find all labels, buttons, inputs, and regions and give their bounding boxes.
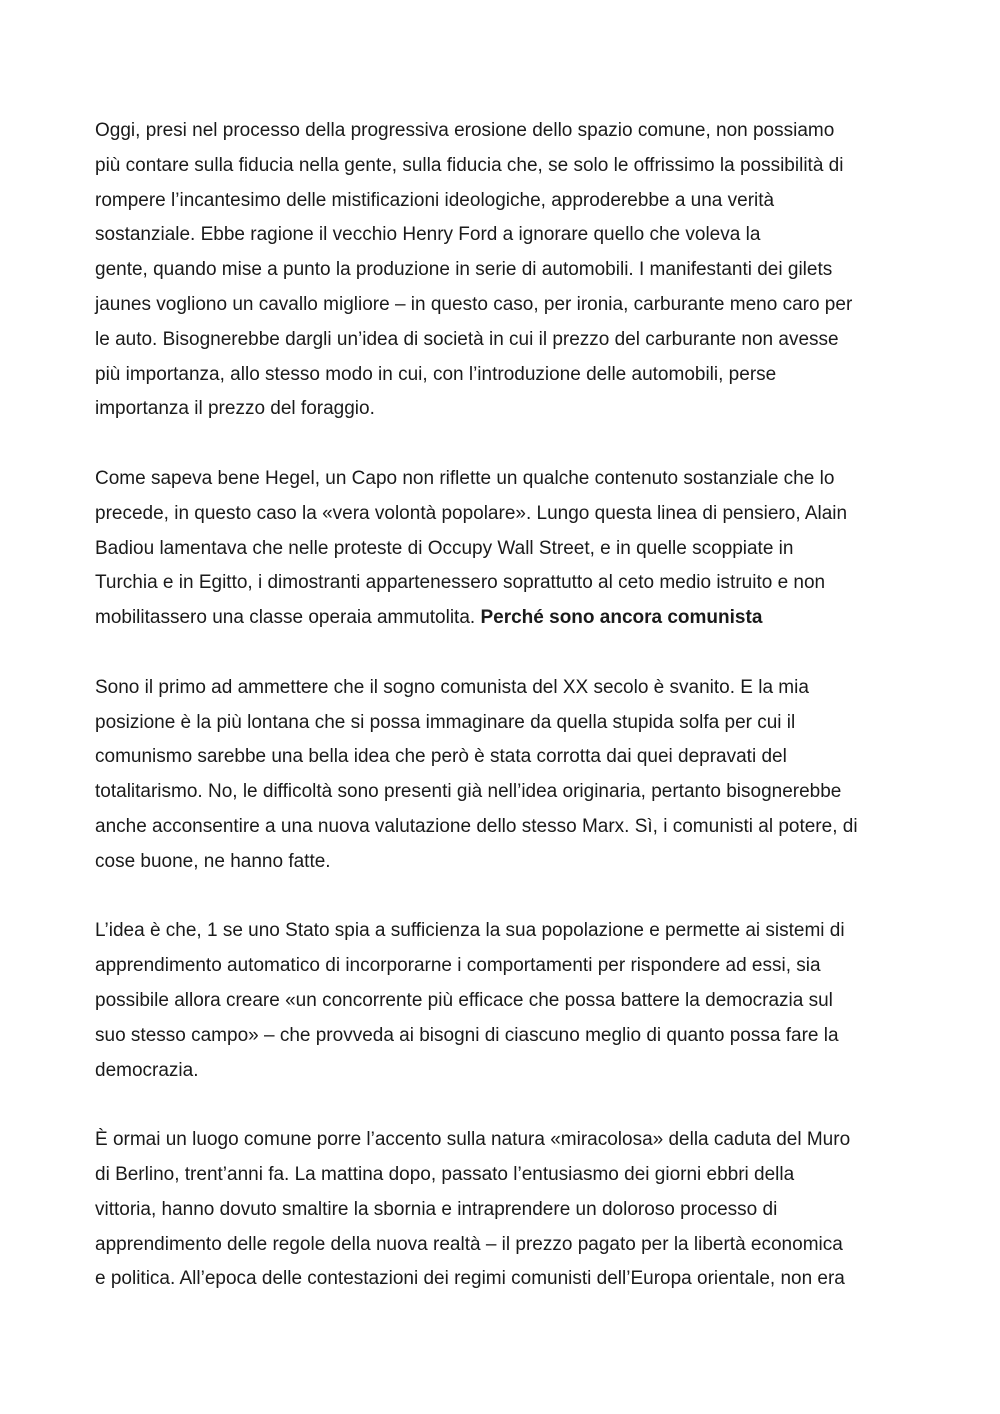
text-line: suo stesso campo» – che provveda ai bisogni di ciascuno meglio di quanto possa fare la (95, 1024, 839, 1046)
paragraph-5 (95, 1123, 915, 1297)
text-line: posizione è la più lontana che si possa immaginare da quella stupida solfa per cui il (95, 711, 796, 733)
text-line: le auto. Bisognerebbe dargli un’idea di società in cui il prezzo del carburante non avesse (95, 328, 839, 350)
text-line: più contare sulla fiducia nella gente, sulla fiducia che, se solo le offrissimo la possibilità di (95, 154, 844, 176)
text-line: cose buone, ne hanno fatte. (95, 850, 331, 872)
text-line: Oggi, presi nel processo della progressiva erosione dello spazio comune, non possiamo (95, 120, 835, 141)
text-line: rompere l’incantesimo delle mistificazioni ideologiche, approderebbe a una verità (95, 189, 775, 211)
text-line: anche acconsentire a una nuova valutazione dello stesso Marx. Sì, i comunisti al potere, di (95, 815, 858, 837)
text-line: comunismo sarebbe una bella idea che però è stata corrotta dai quei depravati del (95, 746, 787, 768)
paragraph-3 (95, 671, 915, 880)
document-page (95, 114, 915, 1332)
text-line: gente, quando mise a punto la produzione in serie di automobili. I manifestanti dei gilets (95, 259, 833, 281)
text-line: È ormai un luogo comune porre l’accento sulla natura «miracolosa» della caduta del Muro (95, 1129, 851, 1151)
text-line: Turchia e in Egitto, i dimostranti appartenessero soprattutto al ceto medio istruito e non (95, 572, 826, 594)
text-segment: mobilitassero una classe operaia ammutolita. (95, 607, 481, 629)
text-line: Badiou lamentava che nelle proteste di Occupy Wall Street, e in quelle scoppiate in (95, 537, 794, 559)
text-line: di Berlino, trent’anni fa. La mattina dopo, passato l’entusiasmo dei giorni ebbri della (95, 1163, 795, 1185)
inline-heading: Perché sono ancora comunista (480, 607, 763, 629)
paragraph-1 (95, 114, 915, 427)
text-line: sostanziale. Ebbe ragione il vecchio Henry Ford a ignorare quello che voleva la (95, 224, 761, 246)
paragraph-4 (95, 914, 915, 1088)
text-line: democrazia. (95, 1059, 199, 1081)
text-line: apprendimento delle regole della nuova realtà – il prezzo pagato per la libertà economica (95, 1233, 843, 1255)
text-line: Come sapeva bene Hegel, un Capo non riflette un qualche contenuto sostanziale che lo (95, 467, 835, 489)
text-line: L’idea è che, 1 se uno Stato spia a sufficienza la sua popolazione e permette ai sistemi di (95, 920, 845, 942)
paragraph-2 (95, 462, 915, 636)
text-line: vittoria, hanno dovuto smaltire la sbornia e intraprendere un doloroso processo di (95, 1198, 778, 1220)
text-line: possibile allora creare «un concorrente più efficace che possa battere la democrazia sul (95, 989, 833, 1011)
text-line: precede, in questo caso la «vera volontà popolare». Lungo questa linea di pensiero, Alain (95, 502, 848, 524)
text-line: importanza il prezzo del foraggio. (95, 398, 375, 420)
text-line: Sono il primo ad ammettere che il sogno comunista del XX secolo è svanito. E la mia (95, 676, 809, 698)
text-line: totalitarismo. No, le difficoltà sono presenti già nell’idea originaria, pertanto bisognerebbe (95, 781, 842, 803)
text-line: apprendimento automatico di incorporarne i comportamenti per rispondere ad essi, sia (95, 955, 821, 977)
text-line-with-heading (95, 601, 915, 636)
text-line: e politica. All’epoca delle contestazioni dei regimi comunisti dell’Europa orientale, non era (95, 1268, 845, 1290)
text-line: jaunes vogliono un cavallo migliore – in questo caso, per ironia, carburante meno caro per (95, 293, 853, 315)
text-line: più importanza, allo stesso modo in cui, con l’introduzione delle automobili, perse (95, 363, 777, 385)
